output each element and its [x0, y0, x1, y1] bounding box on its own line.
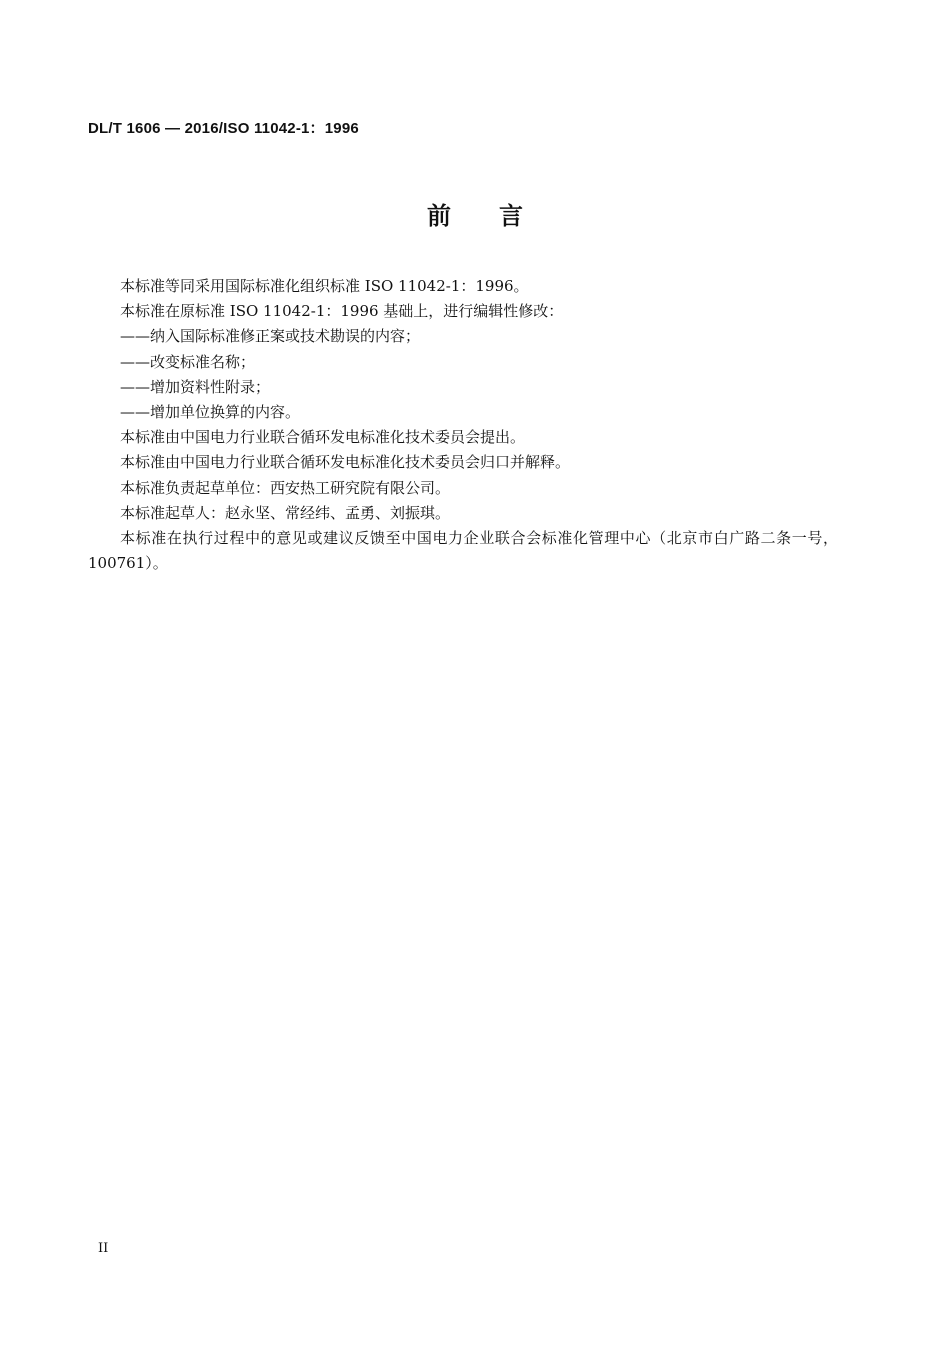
list-item: ——增加单位换算的内容。	[120, 403, 301, 422]
page-number: II	[98, 1241, 109, 1256]
list-item: ——改变标准名称；	[120, 352, 256, 371]
paragraph-modifications: 本标准在原标准 ISO 11042-1：1996 基础上，进行编辑性修改：	[120, 302, 564, 321]
list-item: ——增加资料性附录；	[120, 377, 271, 396]
foreword-body	[88, 274, 838, 576]
paragraph-interpreter: 本标准由中国电力行业联合循环发电标准化技术委员会归口并解释。	[120, 453, 571, 472]
paragraph-adoption: 本标准等同采用国际标准化组织标准 ISO 11042-1：1996。	[120, 277, 529, 295]
page-title: 前言	[427, 202, 571, 230]
list-item: ——纳入国际标准修正案或技术勘误的内容；	[120, 327, 421, 346]
standard-code: DL/T 1606 — 2016/ISO 11042-1：1996	[88, 120, 359, 137]
paragraph-proposer: 本标准由中国电力行业联合循环发电标准化技术委员会提出。	[120, 428, 526, 447]
paragraph-drafting-unit: 本标准负责起草单位：西安热工研究院有限公司。	[120, 478, 451, 497]
paragraph-feedback: 本标准在执行过程中的意见或建议反馈至中国电力企业联合会标准化管理中心（北京市白广路二条一号，100761）。	[88, 529, 838, 573]
paragraph-drafters: 本标准起草人：赵永坚、常经纬、孟勇、刘振琪。	[120, 503, 451, 522]
